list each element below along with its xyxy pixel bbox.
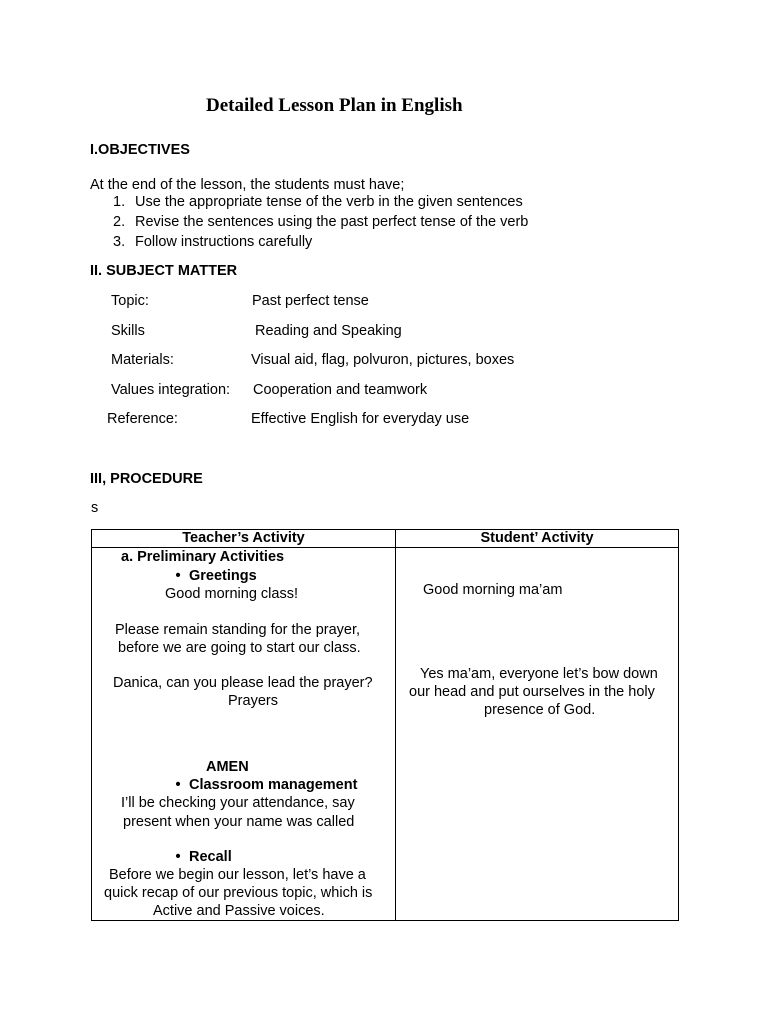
prayer-line-1: Please remain standing for the prayer, (115, 622, 361, 638)
subject-matter-heading: II. SUBJECT MATTER (90, 263, 238, 279)
preliminary-activities: a. Preliminary Activities (121, 549, 285, 565)
prayer-line-2: before we are going to start our class. (118, 640, 361, 656)
greetings-line: Good morning class! (165, 586, 298, 602)
subject-value-topic: Past perfect tense (252, 293, 369, 309)
table-header-row (92, 530, 679, 548)
objective-number: 2. (113, 214, 126, 230)
bullet-icon: • (175, 777, 181, 793)
subject-value-reference: Effective English for everyday use (251, 411, 470, 427)
table-row (92, 548, 679, 921)
objectives-intro: At the end of the lesson, the students must have; (90, 177, 405, 193)
objective-item-2 (113, 214, 528, 230)
objective-text: Revise the sentences using the past perfect tense of the verb (135, 214, 529, 230)
subject-value-materials: Visual aid, flag, polvuron, pictures, boxes (251, 352, 515, 368)
subject-label-reference: Reference: (107, 411, 178, 427)
objective-number: 3. (113, 234, 126, 250)
objective-text: Use the appropriate tense of the verb in the given sentences (135, 194, 523, 210)
teacher-activity-header: Teacher’s Activity (92, 530, 396, 548)
document-title: Detailed Lesson Plan in English (206, 95, 463, 116)
objective-number: 1. (113, 194, 126, 210)
bullet-icon: • (175, 849, 181, 865)
classroom-management-heading (167, 777, 357, 793)
procedure-table (91, 529, 679, 921)
recall-line-2: quick recap of our previous topic, which is (104, 885, 373, 901)
student-prayer-line-2: our head and put ourselves in the holy (409, 684, 655, 700)
recall-line-1: Before we begin our lesson, let’s have a (109, 867, 366, 883)
amen-text: AMEN (206, 759, 249, 775)
objective-text: Follow instructions carefully (135, 234, 313, 250)
recall-label: Recall (189, 849, 232, 865)
bullet-icon: • (175, 568, 181, 584)
student-activity-cell (396, 548, 679, 921)
subject-value-skills: Reading and Speaking (255, 323, 402, 339)
subject-label-values: Values integration: (111, 382, 231, 398)
student-prayer-line-3: presence of God. (484, 702, 596, 718)
procedure-heading: III, PROCEDURE (90, 471, 203, 487)
greetings-label: Greetings (189, 568, 257, 584)
student-activity-header: Student’ Activity (396, 530, 679, 548)
subject-value-values: Cooperation and teamwork (253, 382, 428, 398)
subject-label-materials: Materials: (111, 352, 174, 368)
lead-prayer-line-1: Danica, can you please lead the prayer? (113, 675, 373, 691)
subject-label-topic: Topic: (111, 293, 149, 309)
classroom-management-label: Classroom management (189, 777, 358, 793)
subject-label-skills: Skills (111, 323, 145, 339)
attendance-line-1: I’ll be checking your attendance, say (121, 795, 355, 811)
lead-prayer-line-2: Prayers (228, 693, 278, 709)
teacher-activity-cell (92, 548, 396, 921)
greetings-heading (167, 568, 257, 584)
attendance-line-2: present when your name was called (123, 814, 355, 830)
objective-item-3 (113, 234, 312, 250)
stray-character: s (91, 500, 99, 516)
objective-item-1 (113, 194, 523, 210)
student-prayer-line-1: Yes ma’am, everyone let’s bow down (420, 666, 658, 682)
recall-line-3: Active and Passive voices. (153, 903, 325, 919)
student-greeting: Good morning ma’am (423, 582, 563, 598)
recall-heading (167, 849, 232, 865)
objectives-heading: I.OBJECTIVES (90, 142, 190, 158)
